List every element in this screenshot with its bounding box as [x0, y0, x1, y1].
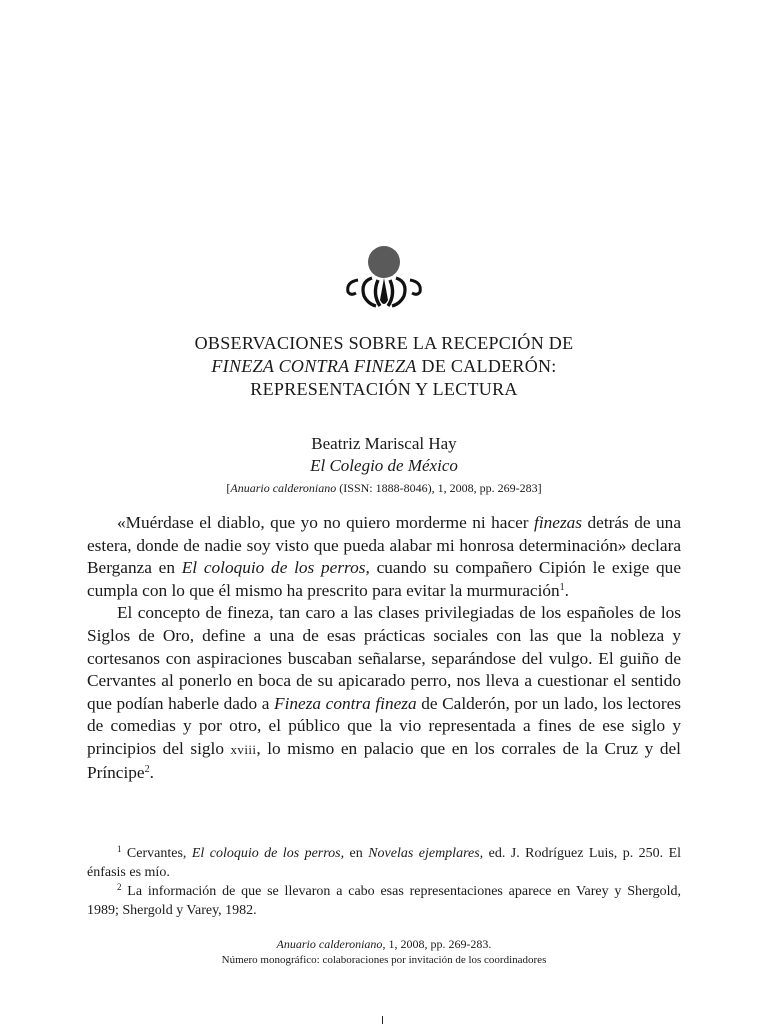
- paragraph-2: [87, 602, 681, 784]
- footnote-1-text-c: ed. J. Rodríguez Luis, p. 250. El énfasis es mío.: [87, 846, 682, 880]
- citation-open-bracket: [: [226, 481, 231, 495]
- footnote-2: [87, 882, 681, 920]
- footer-line-1: [80, 936, 688, 952]
- p1-text-d: .: [564, 580, 569, 600]
- p2-century-numeral: xviii: [230, 741, 257, 757]
- ornament-logo: [342, 244, 426, 320]
- p2-text-a: El concepto de fineza, tan caro a las clases privilegiadas de los españoles de los Siglos de Oro, define a una de esas prácticas sociales con las que la nobleza y cortesanos con aspiraciones buscaban señalarse, separándose del vulgo. El guiño de Cervantes al ponerlo en boca de su apicarado perro, nos lleva a cuestionar el sentido que podían haberle dado a: [87, 603, 681, 713]
- footer-journal: Anuario calderoniano: [276, 937, 383, 951]
- p1-text-b: detrás de una estera, donde de nadie soy visto que pueda alabar mi honrosa determinación» declara Berganza en: [87, 513, 681, 578]
- title-line-2-rest: DE CALDERÓN:: [416, 356, 557, 376]
- footnotes: [87, 844, 681, 920]
- citation-journal: Anuario calderoniano: [230, 481, 337, 495]
- author-name: Beatriz Mariscal Hay: [311, 434, 457, 453]
- footnote-ref-2[interactable]: 2: [144, 763, 150, 775]
- footnote-2-mark: 2: [117, 882, 122, 892]
- footer-details: , 1, 2008, pp. 269-283.: [382, 937, 492, 951]
- footnote-1-italic-novelas: Novelas ejemplares,: [368, 846, 484, 861]
- p1-text-c: cuando su compañero Cipión le exige que cumpla con lo que él mismo ha prescrito para evitar la murmuración: [87, 558, 681, 600]
- p2-text-d: .: [149, 762, 154, 782]
- p1-italic-coloquio: El coloquio de los perros,: [181, 558, 370, 578]
- author-block: [80, 433, 688, 477]
- page-edge-mark: [382, 1016, 383, 1024]
- citation-line: [80, 480, 688, 496]
- paragraph-1: [87, 512, 681, 602]
- body-text: [87, 512, 681, 784]
- article-title: [80, 332, 688, 401]
- p1-italic-finezas: finezas: [534, 513, 583, 532]
- p2-text-c: , lo mismo en palacio que en los corrales de la Cruz y del Príncipe: [87, 738, 681, 782]
- footnote-1-italic-coloquio: El coloquio de los perros,: [191, 846, 345, 861]
- citation-details: (ISSN: 1888-8046), 1, 2008, pp. 269-283]: [336, 481, 542, 495]
- footnote-1-text-a: Cervantes,: [121, 846, 192, 861]
- page-footer: [80, 936, 688, 968]
- footnote-2-text: La información de que se llevaron a cabo esas representaciones aparece en Varey y Shergold, 1989; Shergold y Varey, 1982.: [87, 884, 681, 918]
- author-affiliation: El Colegio de México: [310, 456, 458, 475]
- p2-italic-fineza: Fineza contra fineza: [274, 693, 417, 713]
- title-line-2: [80, 355, 688, 378]
- title-line-3: REPRESENTACIÓN Y LECTURA: [250, 379, 518, 399]
- footnote-ref-1[interactable]: 1: [559, 581, 565, 593]
- p1-text-a: «Muérdase el diablo, que yo no quiero morderme ni hacer: [117, 513, 535, 532]
- footnote-1-text-b: en: [344, 846, 369, 861]
- title-work-name: FINEZA CONTRA FINEZA: [211, 356, 417, 376]
- p2-text-b: de Calderón, por un lado, los lectores de comedias y por otro, el público que la vio representada a fines de ese siglo y principios del siglo: [87, 693, 682, 758]
- title-line-1: OBSERVACIONES SOBRE LA RECEPCIÓN DE: [194, 333, 574, 353]
- footnote-1-mark: 1: [117, 844, 122, 854]
- footnote-1: [87, 844, 681, 882]
- footer-line-2: Número monográfico: colaboraciones por invitación de los coordinadores: [221, 954, 547, 966]
